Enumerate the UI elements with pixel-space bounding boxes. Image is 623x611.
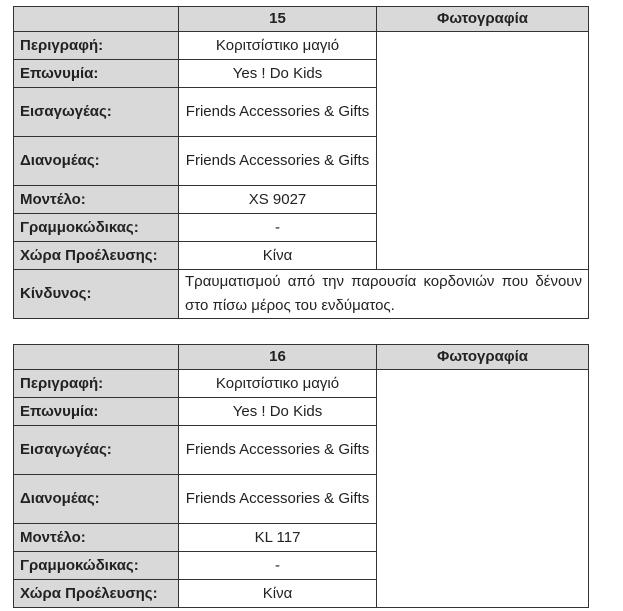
description-value: Κοριτσίστικο μαγιό [179,370,377,398]
header-blank-cell [14,345,179,370]
photo-header: Φωτογραφία [377,7,589,32]
brand-value: Yes ! Do Kids [179,398,377,426]
importer-label: Εισαγωγέας: [14,88,179,137]
importer-value: Friends Accessories & Gifts [179,88,377,137]
description-label: Περιγραφή: [14,370,179,398]
risk-label: Κίνδυνος: [14,270,179,319]
brand-label: Επωνυμία: [14,60,179,88]
barcode-label: Γραμμοκώδικας: [14,214,179,242]
risk-value: Τραυματισμού από την παρουσία κορδονιών που δένουν στο πίσω μέρος του ενδύματος. [179,270,589,319]
distributor-value: Friends Accessories & Gifts [179,475,377,524]
table-header-row [14,7,589,32]
country-label: Χώρα Προέλευσης: [14,242,179,270]
country-label: Χώρα Προέλευσης: [14,580,179,608]
brand-label: Επωνυμία: [14,398,179,426]
model-value: KL 117 [179,524,377,552]
barcode-value: - [179,214,377,242]
product-number: 16 [179,345,377,370]
country-value: Κίνα [179,242,377,270]
product-table-16 [13,344,589,608]
distributor-value: Friends Accessories & Gifts [179,137,377,186]
table-row [14,270,589,319]
barcode-label: Γραμμοκώδικας: [14,552,179,580]
photo-header: Φωτογραφία [377,345,589,370]
table-row [14,370,589,398]
product-table-15 [13,6,589,319]
brand-value: Yes ! Do Kids [179,60,377,88]
model-label: Μοντέλο: [14,524,179,552]
importer-label: Εισαγωγέας: [14,426,179,475]
product-number: 15 [179,7,377,32]
description-label: Περιγραφή: [14,32,179,60]
importer-value: Friends Accessories & Gifts [179,426,377,475]
description-value: Κοριτσίστικο μαγιό [179,32,377,60]
photo-cell [377,370,589,608]
table-row [14,32,589,60]
barcode-value: - [179,552,377,580]
photo-cell [377,32,589,270]
model-label: Μοντέλο: [14,186,179,214]
model-value: XS 9027 [179,186,377,214]
table-header-row [14,345,589,370]
distributor-label: Διανομέας: [14,475,179,524]
country-value: Κίνα [179,580,377,608]
header-blank-cell [14,7,179,32]
distributor-label: Διανομέας: [14,137,179,186]
